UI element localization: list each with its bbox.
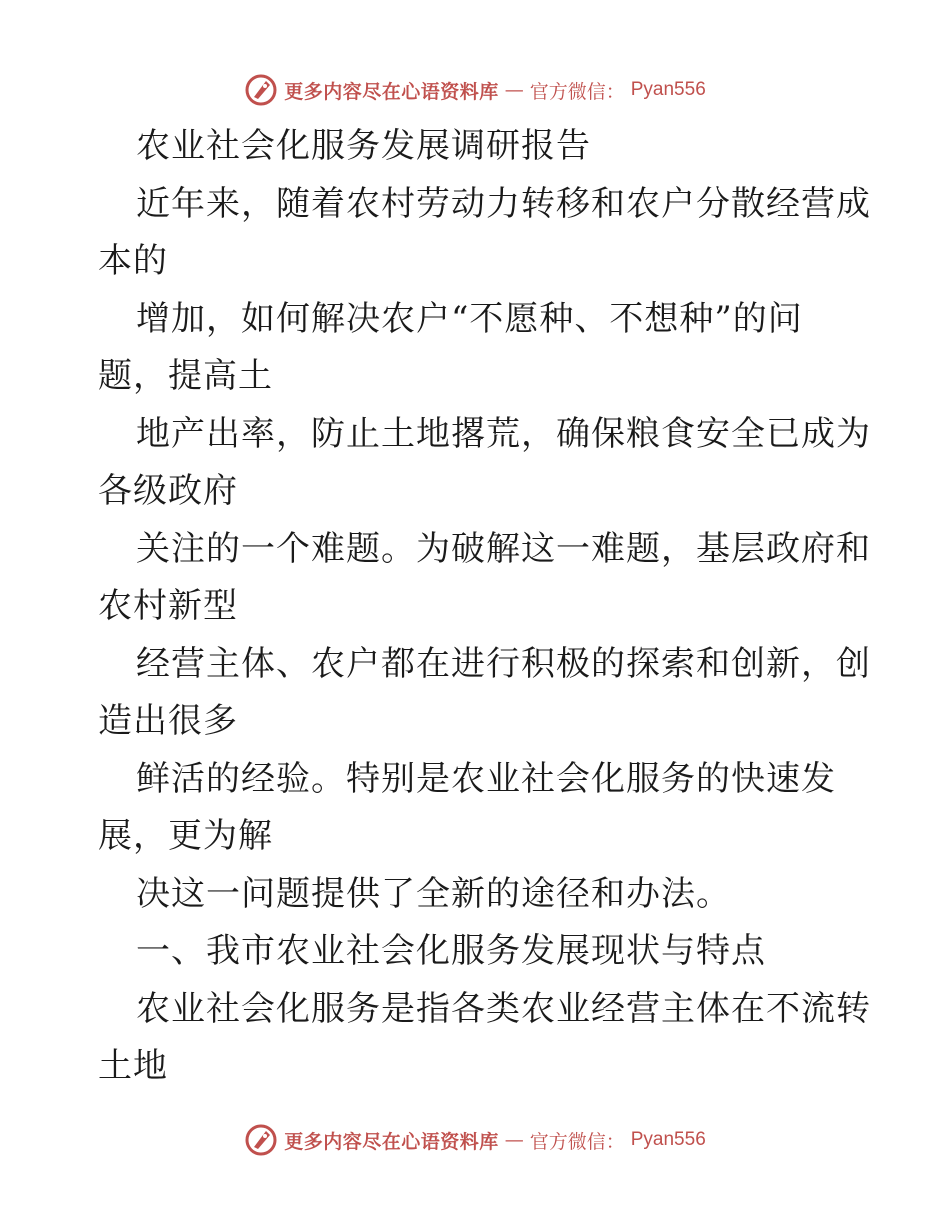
footer-site-text: 更多内容尽在心语资料库	[284, 1130, 499, 1153]
footer-wechat-id: Pyan556	[630, 1129, 706, 1150]
footer-wechat-label: 官方微信：	[529, 1130, 625, 1153]
header-wechat-label: 官方微信：	[529, 80, 625, 103]
footer-banner	[0, 1120, 950, 1160]
header-wechat-id: Pyan556	[630, 79, 706, 100]
paragraph-line: 题，提高土	[98, 356, 273, 396]
paragraph-line: 本的	[98, 241, 168, 281]
paragraph-line: 近年来，随着农村劳动力转移和农户分散经营成	[136, 183, 871, 224]
paragraph-line: 土地	[98, 1046, 168, 1086]
paragraph-line: 地产出率，防止土地撂荒，确保粮食安全已成为	[136, 413, 871, 454]
paragraph-line: 各级政府	[98, 471, 238, 511]
paragraph-line: 经营主体、农户都在进行积极的探索和创新，创	[136, 643, 871, 684]
header-banner	[0, 70, 950, 110]
paragraph-line: 鲜活的经验。特别是农业社会化服务的快速发	[136, 758, 836, 799]
paragraph-line: 增加，如何解决农户“不愿种、不想种”的问	[136, 298, 803, 339]
header-separator: —	[504, 79, 524, 101]
document-body	[98, 118, 871, 1096]
paragraph-line: 农村新型	[98, 586, 238, 626]
paragraph-line: 展，更为解	[98, 816, 273, 856]
pen-nib-logo-icon	[244, 1123, 278, 1157]
paragraph-line: 农业社会化服务是指各类农业经营主体在不流转	[136, 988, 871, 1029]
footer-separator: —	[504, 1129, 524, 1151]
paragraph-line: 造出很多	[98, 701, 238, 741]
paragraph-line: 关注的一个难题。为破解这一难题，基层政府和	[136, 528, 871, 569]
header-site-text: 更多内容尽在心语资料库	[284, 80, 499, 103]
document-title: 农业社会化服务发展调研报告	[136, 126, 591, 166]
pen-nib-logo-icon	[244, 73, 278, 107]
section-heading: 一、我市农业社会化服务发展现状与特点	[136, 931, 766, 971]
paragraph-line: 决这一问题提供了全新的途径和办法。	[136, 873, 731, 914]
